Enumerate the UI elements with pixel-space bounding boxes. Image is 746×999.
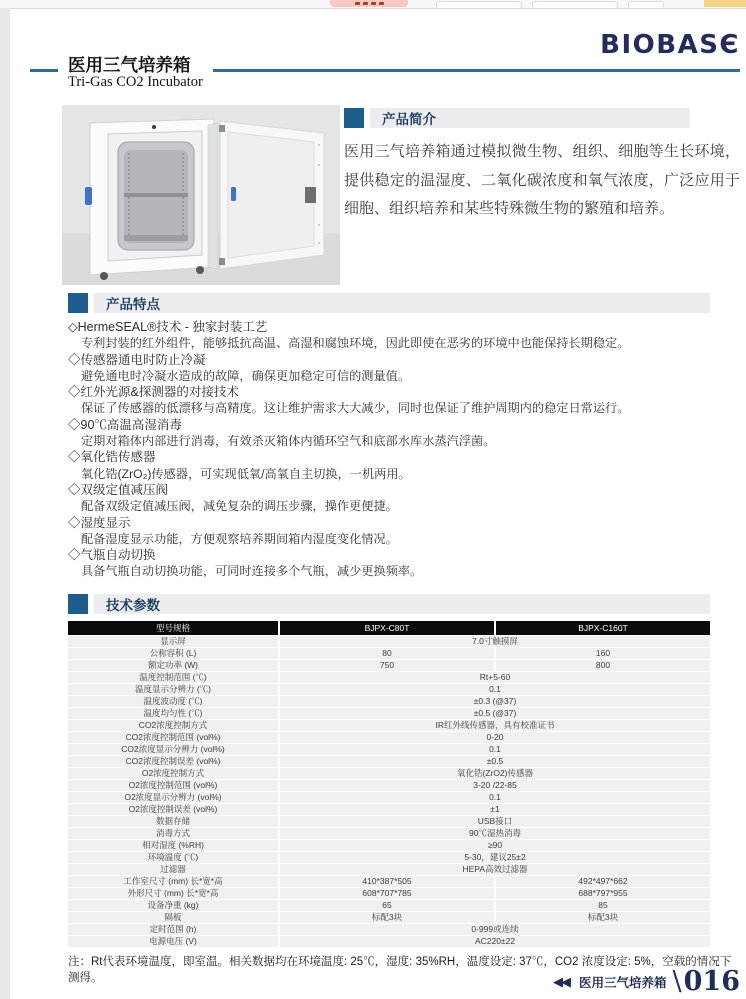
feature-title: ◇红外光源&探测器的对接技术	[68, 385, 239, 400]
table-row	[68, 744, 710, 755]
table-row	[68, 768, 710, 779]
feature-item	[68, 482, 728, 515]
spec-value: 7.0寸触摸屏	[280, 636, 710, 647]
footnote: 注：Rt代表环境温度，即室温。相关数据均在环境温度: 25℃，湿度: 35%RH，温度设定: 37℃，CO2 浓度设定: 5%，空载的情况下测得。	[68, 956, 732, 984]
spec-value: 5-30，建议25±2	[280, 852, 710, 863]
spec-label: 数据存储	[68, 816, 278, 827]
feature-item	[68, 319, 728, 352]
section-title: 产品简介	[382, 112, 436, 127]
spec-value: 750	[280, 660, 494, 671]
spec-label: 消毒方式	[68, 828, 278, 839]
footer-label: 医用三气培养箱	[579, 975, 667, 990]
spec-label: 定时范围 (h)	[68, 924, 278, 935]
feature-title: ◇90℃高温高湿消毒	[68, 417, 182, 432]
feature-description: 氧化锆(ZrO₂)传感器，可实现低氧/高氧自主切换，一机两用。	[81, 466, 411, 481]
table-row	[68, 660, 710, 671]
feature-description: 具备气瓶自动切换功能，可同时连接多个气瓶，减少更换频率。	[81, 564, 423, 579]
section-marker-icon	[68, 594, 88, 614]
spec-value: 800	[496, 660, 710, 671]
spec-value: 160	[496, 648, 710, 659]
spec-label: CO2浓度控制范围 (vol%)	[68, 732, 278, 743]
feature-description: 保证了传感器的低漂移与高精度。这让维护需求大大减少，同时也保证了维护周期内的稳定日常运行。	[81, 401, 630, 416]
spec-value: 90℃湿热消毒	[280, 828, 710, 839]
feature-item	[68, 515, 728, 548]
spec-value: ≥90	[280, 840, 710, 851]
browser-highlight-fragment[interactable]	[704, 0, 746, 7]
spec-label: 额定功率 (W)	[68, 660, 278, 671]
table-row	[68, 708, 710, 719]
spec-label: O2浓度控制方式	[68, 768, 278, 779]
product-image	[62, 105, 340, 285]
table-row	[68, 924, 710, 935]
spec-label: CO2浓度控制误差 (vol%)	[68, 756, 278, 767]
feature-description: 定期对箱体内部进行消毒，有效杀灭箱体内循环空气和底部水库水蒸汽浮菌。	[81, 434, 496, 449]
intro-paragraph: 医用三气培养箱通过模拟微生物、组织、细胞等生长环境，提供稳定的温湿度、二氧化碳浓度和氧气浓度，广泛应用于细胞、组织培养和某些特殊微生物的繁殖和培养。	[344, 143, 740, 217]
double-left-arrow-icon: ◀◀	[553, 973, 569, 989]
table-row	[68, 912, 710, 923]
spec-value: ±0.5	[280, 756, 710, 767]
feature-title: ◇传感器通电时防止冷凝	[68, 352, 206, 367]
footer-slash: \	[672, 966, 682, 997]
spec-label: 公称容积 (L)	[68, 648, 278, 659]
spec-value: ±0.5 (@37)	[280, 708, 710, 719]
page-number: 016	[683, 965, 740, 997]
spec-value: ±0.3 (@37)	[280, 696, 710, 707]
table-row	[68, 780, 710, 791]
feature-item	[68, 352, 728, 385]
column-header: BJPX-C80T	[280, 621, 494, 635]
spec-value: 氧化锆(ZrO2)传感器	[280, 768, 710, 779]
table-row	[68, 720, 710, 731]
section-specs-header	[68, 594, 710, 614]
table-row	[68, 804, 710, 815]
table-row	[68, 732, 710, 743]
spec-value: Rt+5-60	[280, 672, 710, 683]
feature-item	[68, 547, 728, 580]
spec-value: 0.1	[280, 744, 710, 755]
spec-value: AC220±22	[280, 936, 710, 947]
feature-title: ◇HermeSEAL®技术 - 独家封装工艺	[68, 320, 268, 334]
inner-door-handle	[231, 187, 236, 201]
spec-label: O2浓度显示分辨力 (vol%)	[68, 792, 278, 803]
table-row	[68, 864, 710, 875]
spec-label: 温度均匀性 (℃)	[68, 708, 278, 719]
spec-value: 0-20	[280, 732, 710, 743]
features-list	[68, 319, 728, 580]
spec-label: 温度波动度 (℃)	[68, 696, 278, 707]
spec-value: ±1	[280, 804, 710, 815]
table-row	[68, 816, 710, 827]
spec-value: HEPA高效过滤器	[280, 864, 710, 875]
page-title: 医用三气培养箱	[68, 55, 191, 75]
spec-value: 0.1	[280, 792, 710, 803]
table-header-row	[68, 621, 710, 635]
spec-label: 温度控制范围 (℃)	[68, 672, 278, 683]
section-title: 技术参数	[106, 598, 160, 613]
spec-label: 设备净重 (kg)	[68, 900, 278, 911]
browser-button-fragment[interactable]	[532, 1, 618, 9]
door-latch	[305, 187, 316, 203]
spec-value: 608*707*785	[280, 888, 494, 899]
spec-label: 温度显示分辨力 (℃)	[68, 684, 278, 695]
spec-label: 过滤器	[68, 864, 278, 875]
table-row	[68, 888, 710, 899]
section-marker-icon	[344, 108, 364, 128]
section-features-header	[68, 293, 710, 313]
feature-title: ◇气瓶自动切换	[68, 548, 156, 563]
feature-title: ◇湿度显示	[68, 515, 131, 530]
page-subtitle: Tri-Gas CO2 Incubator	[68, 74, 203, 90]
page-footer	[553, 966, 740, 997]
spec-label: 外形尺寸 (mm) 长*宽*高	[68, 888, 278, 899]
spec-value: 65	[280, 900, 494, 911]
section-title: 产品特点	[106, 297, 160, 312]
spec-value: 0.1	[280, 684, 710, 695]
feature-description: 专利封装的红外组件，能够抵抗高温、高湿和腐蚀环境，因此即使在恶劣的环境中也能保持长期稳定。	[81, 336, 630, 351]
section-marker-icon	[68, 293, 88, 313]
spec-value: 492*497*662	[496, 876, 710, 887]
table-row	[68, 756, 710, 767]
spec-value: 85	[496, 900, 710, 911]
header-rule	[213, 69, 740, 72]
browser-bar-fragment	[0, 0, 746, 9]
spec-label: CO2浓度控制方式	[68, 720, 278, 731]
page-margin-strip	[0, 8, 10, 999]
spec-label: 工作室尺寸 (mm) 长*宽*高	[68, 876, 278, 887]
spec-value: 410*387*505	[280, 876, 494, 887]
spec-value: 0-999或连续	[280, 924, 710, 935]
feature-item	[68, 384, 728, 417]
feature-item	[68, 449, 728, 482]
door-handle	[85, 187, 92, 205]
spec-label: O2浓度控制误差 (vol%)	[68, 804, 278, 815]
table-row	[68, 792, 710, 803]
spec-value: IR红外线传感器，具有校准证书	[280, 720, 710, 731]
title-accent-dash	[30, 69, 58, 72]
feature-description: 配备湿度显示功能，方便观察培养期间箱内湿度变化情况。	[81, 531, 398, 546]
feature-description: 避免通电时冷凝水造成的故障，确保更加稳定可信的测量值。	[81, 368, 411, 383]
table-body	[68, 636, 710, 947]
table-row	[68, 840, 710, 851]
spec-label: 显示屏	[68, 636, 278, 647]
spec-table	[68, 621, 710, 947]
spec-value: 3-20 /22-85	[280, 780, 710, 791]
biobase-logo: BIOBASЄ	[600, 30, 740, 60]
table-row	[68, 900, 710, 911]
spec-value: 标配3块	[280, 912, 494, 923]
shelf	[124, 193, 188, 197]
feature-item	[68, 417, 728, 450]
table-row	[68, 672, 710, 683]
browser-tab-fragment[interactable]	[330, 0, 408, 7]
table-row	[68, 936, 710, 947]
table-row	[68, 852, 710, 863]
spec-label: 相对湿度 (%RH)	[68, 840, 278, 851]
table-row	[68, 696, 710, 707]
spec-value: 688*797*955	[496, 888, 710, 899]
feature-title: ◇氧化锆传感器	[68, 450, 156, 465]
table-row	[68, 636, 710, 647]
spec-label: CO2浓度显示分辨力 (vol%)	[68, 744, 278, 755]
section-intro-header	[344, 108, 690, 128]
browser-button-fragment[interactable]	[628, 1, 664, 9]
spec-value: 标配3块	[496, 912, 710, 923]
column-header: BJPX-C160T	[496, 621, 710, 635]
table-row	[68, 648, 710, 659]
table-row	[68, 876, 710, 887]
feature-description: 配备双级定值减压阀，减免复杂的调压步骤，操作更便捷。	[81, 499, 398, 514]
browser-button-fragment[interactable]	[436, 1, 522, 9]
table-row	[68, 684, 710, 695]
spec-label: 隔板	[68, 912, 278, 923]
feature-title: ◇双级定值减压阀	[68, 482, 169, 497]
spec-label: 环境温度 (℃)	[68, 852, 278, 863]
spec-label: 电源电压 (V)	[68, 936, 278, 947]
spec-label: O2浓度控制范围 (vol%)	[68, 780, 278, 791]
spec-value: USB接口	[280, 816, 710, 827]
spec-value: 80	[280, 648, 494, 659]
table-row	[68, 828, 710, 839]
column-header: 型号规格	[68, 621, 278, 635]
